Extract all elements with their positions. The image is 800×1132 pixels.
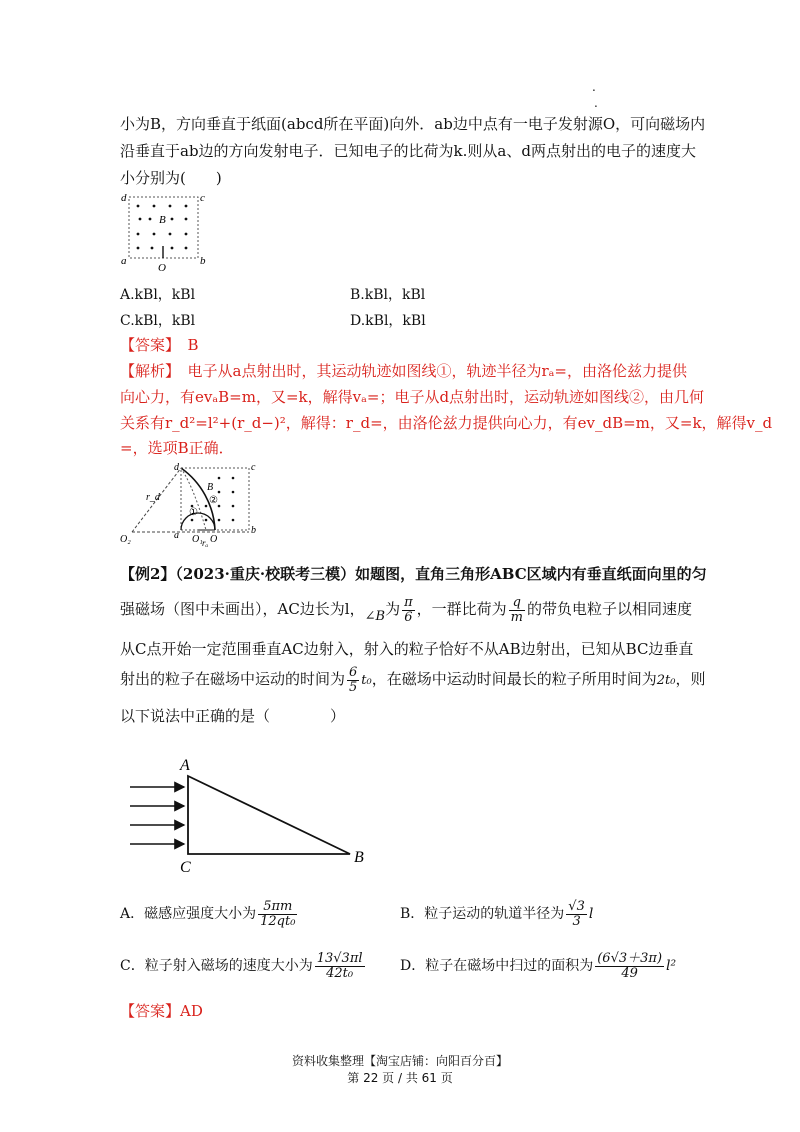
figure-trajectory [118,458,263,550]
fig2-label-c: c [251,462,256,473]
problem1-option-c: C.kBl，kBl [120,313,196,329]
frac-den: m [510,609,523,625]
fig1-label-c: c [200,192,205,204]
problem2-line-2a: 强磁场（图中未画出），AC边长为l， [120,600,365,619]
fig1-label-d: d [121,192,127,204]
fig2-label-ra: rₐ [202,538,209,548]
option-b-frac [566,900,587,928]
fig2-label-a: a [174,530,179,541]
problem1-line-1: 小为B，方向垂直于纸面(abcd所在平面)向外．ab边中点有一电子发射源O，可向磁场内 [120,115,706,133]
problem2-line-2d: 的带负电粒子以相同速度 [526,600,692,619]
frac-num: q [509,596,525,611]
top-mark-2: . [594,96,598,110]
top-mark-1: . [592,80,596,94]
option-c-text: C．粒子射入磁场的速度大小为 [120,958,313,975]
problem2-frac-angle [402,596,415,624]
problem2-option-d [400,952,676,980]
option-d-text: D．粒子在磁场中扫过的面积为 [400,958,594,975]
problem2-option-a [120,900,299,928]
option-c-frac [315,952,365,980]
frac-den: 5 [349,679,358,695]
figure-square-field [118,188,213,273]
problem2-t0: t₀ [361,673,372,689]
fig2-label-track1: ① [189,507,198,518]
fig2-label-d: d [174,462,179,473]
problem1-analysis-4: =，选项B正确． [120,439,234,457]
option-d-tail: l² [666,958,677,975]
fig3-label-B: B [354,849,364,866]
frac-den: 49 [621,965,638,981]
frac-num: √3 [568,899,585,914]
option-b-tail: l [588,906,594,923]
frac-den: 6 [404,609,413,625]
frac-num: (6√3＋3π) [597,951,663,966]
problem2-line-2 [120,596,692,624]
problem2-option-c [120,952,367,980]
footer-source: 资料收集整理【淘宝店铺：向阳百分百】 [291,1054,508,1068]
fig3-label-C: C [180,859,191,872]
problem1-line-3: 小分别为( ) [120,169,222,187]
problem2-line-5: 以下说法中正确的是（ ） [120,707,346,725]
fig1-label-b: b [200,255,206,267]
fig2-label-rd: r_d [146,492,160,503]
option-a-frac [258,900,297,928]
problem2-line-2c: ，一群比荷为 [416,600,507,619]
problem2-answer: 【答案】AD [120,1002,203,1020]
fig2-label-b: b [251,525,256,536]
fig1-label-a: a [121,255,127,267]
frac-num: 5πm [258,900,297,915]
problem2-line-1: 【例2】（2023·重庆·校联考三模）如题图，直角三角形ABC区域内有垂直纸面向里的匀 [120,565,707,583]
fig2-label-track2: ② [209,495,218,506]
fig2-label-O2: O₂ [120,534,131,545]
problem1-option-b: B.kBl，kBl [350,287,426,303]
problem2-angle-b: ∠B [364,609,386,625]
problem2-line-4 [120,666,705,694]
problem2-option-b [400,900,593,928]
figure-triangle-abc [122,752,382,872]
frac-den: 42t₀ [326,965,354,981]
problem2-line-3: 从C点开始一定范围垂直AC边射入，射入的粒子恰好不从AB边射出，已知从BC边垂直 [120,640,694,658]
problem2-line-4b: ，在磁场中运动时间最长的粒子所用时间为 [371,670,657,689]
fig2-label-O: O [210,534,218,545]
problem1-analysis-2: 向心力，有evₐB=m，又=k，解得vₐ=；电子从d点射出时，运动轨迹如图线②，由几何 [120,388,705,406]
problem2-line-4a: 射出的粒子在磁场中运动的时间为 [120,670,346,689]
problem2-line-4d: ，则 [675,670,706,689]
frac-den: 3 [572,913,581,929]
fig2-label-B: B [207,482,214,493]
frac-den: 12qt₀ [260,913,296,929]
option-b-text: B．粒子运动的轨道半径为 [400,906,565,923]
fig2-label-O1: O₁ [192,534,203,545]
option-d-frac [595,952,664,980]
frac-num: 6 [349,665,358,680]
problem1-analysis-3: 关系有r_d²=l²+(r_d−)²，解得：r_d=，由洛伦兹力提供向心力，有ev_dB=m，又=k，解得v_d [120,414,773,432]
problem2-frac-time [347,666,359,694]
problem1-option-d: D.kBl，kBl [350,313,426,329]
problem2-line-2b: 为 [385,600,401,619]
problem1-option-a: A.kBl，kBl [120,287,196,303]
problem2-frac-charge [509,596,525,624]
footer-page-number: 第 22 页 / 共 61 页 [347,1071,453,1085]
problem2-2t0: 2t₀ [656,673,676,689]
fig3-label-A: A [180,757,190,774]
problem1-line-2: 沿垂直于ab边的方向发射电子．已知电子的比荷为k.则从a、d两点射出的电子的速度大 [120,142,696,160]
problem1-answer: 【答案】 B [120,336,199,354]
problem1-analysis-1: 【解析】 电子从a点射出时，其运动轨迹如图线①，轨迹半径为rₐ=，由洛伦兹力提供 [120,362,687,380]
frac-num: 13√3πl [316,951,363,966]
option-a-text: A．磁感应强度大小为 [120,906,257,923]
frac-num: π [404,595,413,610]
fig1-label-O: O [158,262,166,273]
fig1-label-B: B [159,214,166,226]
